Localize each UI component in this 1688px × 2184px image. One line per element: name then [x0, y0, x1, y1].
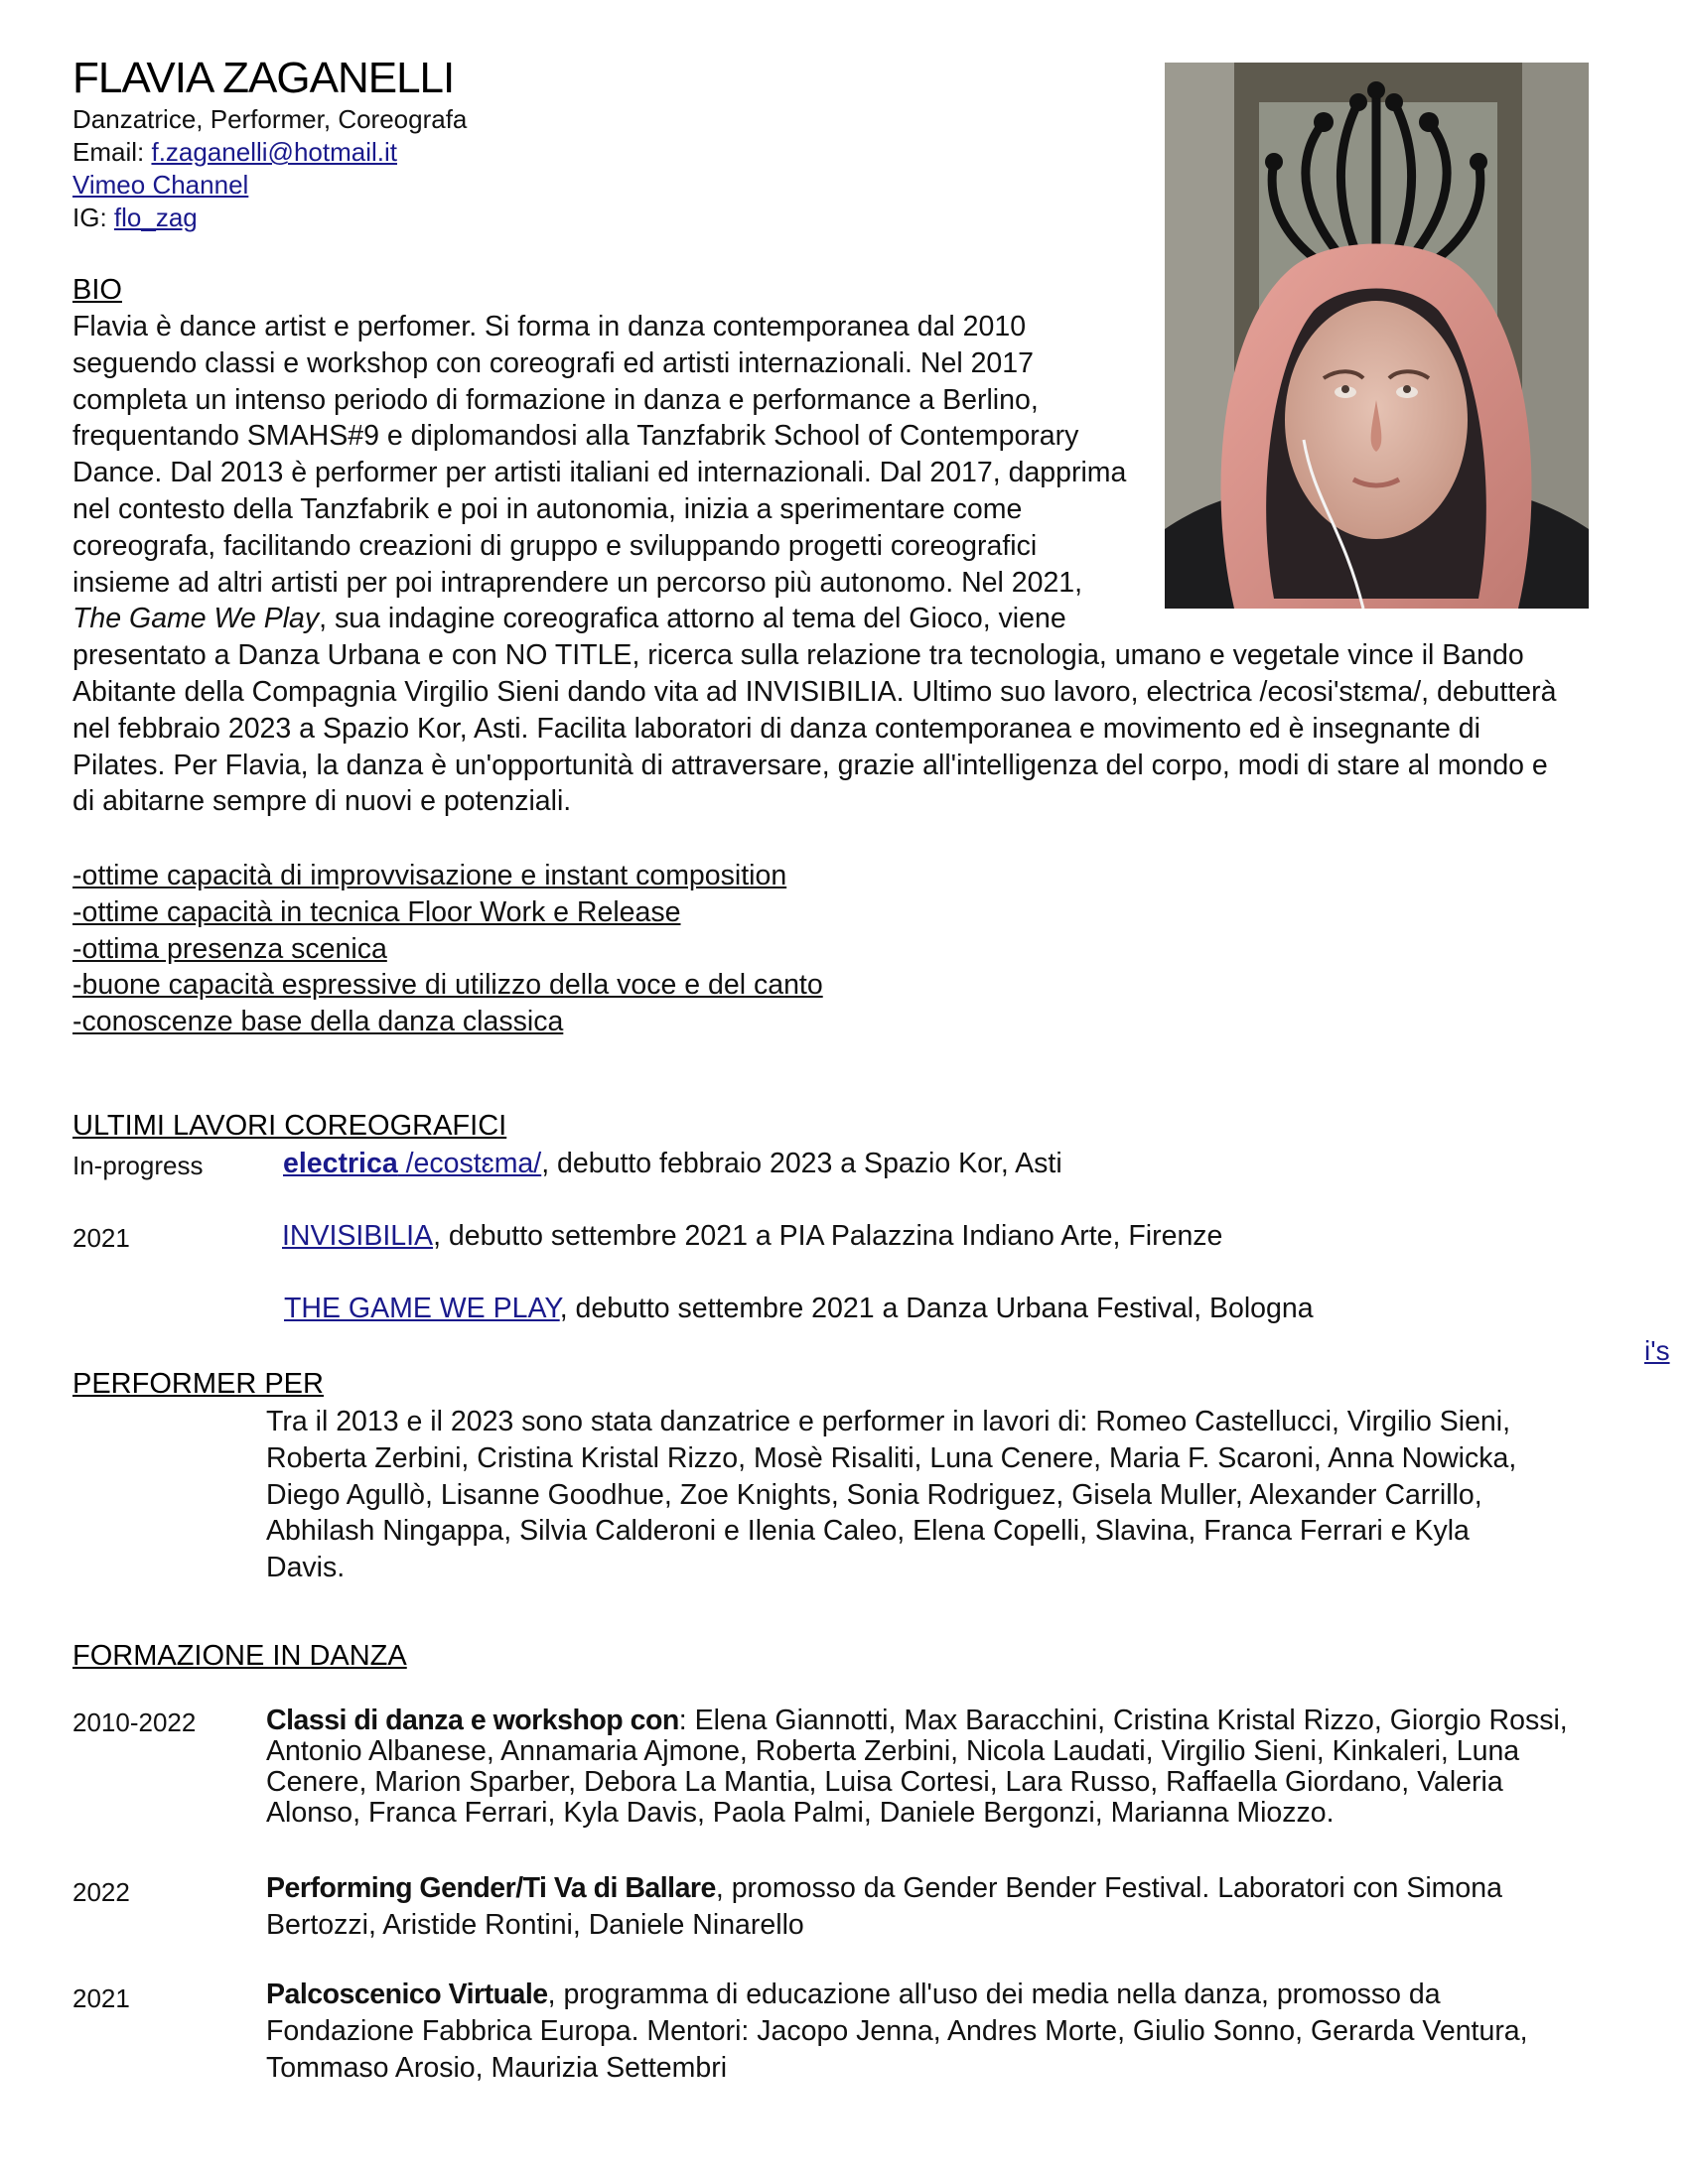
skill-item: -ottima presenza scenica: [72, 932, 387, 965]
work-link-bold: electrica: [283, 1148, 398, 1179]
formazione-rest: , programma di educazione all'uso dei media nella danza, promosso da: [547, 1979, 1441, 2010]
bio-line: insieme ad altri artisti per poi intraprendere un percorso più autonomo. Nel 2021,: [72, 566, 1083, 599]
formazione-year: 2022: [72, 1877, 130, 1907]
vimeo-line: [72, 169, 467, 202]
bio-line: seguendo classi e workshop con coreografi ed artisti internazionali. Nel 2017: [72, 346, 1034, 379]
formazione-body: [266, 1977, 1528, 2087]
performer-line: Tra il 2013 e il 2023 sono stata danzatrice e performer in lavori di: Romeo Castellucci, Virgilio Sieni,: [266, 1406, 1511, 1437]
formazione-line: Cenere, Marion Sparber, Debora La Mantia, Luisa Cortesi, Lara Russo, Raffaella Giordano, Valeria: [266, 1766, 1503, 1798]
work-entry: [283, 1146, 1062, 1181]
bio-line: coreografa, facilitando creazioni di gruppo e sviluppando progetti coreografici: [72, 529, 1038, 562]
bio-line: Pilates. Per Flavia, la danza è un'opportunità di attraversare, grazie all'intelligenza del corpo, modi di stare al mondo e: [72, 749, 1548, 781]
work-label: In-progress: [72, 1151, 204, 1180]
formazione-line: Antonio Albanese, Annamaria Ajmone, Roberta Zerbini, Nicola Laudati, Virgilio Sieni, Kinkaleri, Luna: [266, 1735, 1520, 1767]
formazione-line: Tommaso Arosio, Maurizia Settembri: [266, 2052, 728, 2084]
formazione-line: Bertozzi, Aristide Rontini, Daniele Ninarello: [266, 1909, 804, 1941]
bio-line-rest: , sua indagine coreografica attorno al tema del Gioco, viene: [319, 603, 1066, 635]
stray-link[interactable]: i's: [1644, 1335, 1670, 1366]
performer-line: Roberta Zerbini, Cristina Kristal Rizzo, Mosè Risaliti, Luna Cenere, Maria F. Scaroni, Anna Nowicka,: [266, 1441, 1517, 1474]
formazione-year: 2010-2022: [72, 1707, 197, 1737]
bio-line: completa un intenso periodo di formazione in danza e performance a Berlino,: [72, 383, 1039, 416]
skill-item: -buone capacità espressive di utilizzo della voce e del canto: [72, 969, 823, 1002]
formazione-heading: Classi di danza e workshop con: [266, 1705, 679, 1736]
bio-line: presentato a Danza Urbana e con NO TITLE, ricerca sulla relazione tra tecnologia, umano e vegetale vince il Bando: [72, 639, 1524, 672]
vimeo-link[interactable]: Vimeo Channel: [72, 170, 249, 200]
performer-line: Davis.: [266, 1552, 346, 1584]
bio-line: nel febbraio 2023 a Spazio Kor, Asti. Facilita laboratori di danza contemporanea e movimento ed è insegnante di: [72, 712, 1480, 745]
work-link-rest: /ecostɛma/: [397, 1148, 542, 1179]
formazione-line: [266, 1870, 1502, 1907]
skill-item: -ottime capacità in tecnica Floor Work e Release: [72, 895, 681, 928]
email-link[interactable]: f.zaganelli@hotmail.it: [151, 137, 397, 167]
performer-line: Diego Agullò, Lisanne Goodhue, Zoe Knights, Sonia Rodriguez, Gisela Muller, Alexander Carrillo,: [266, 1478, 1482, 1511]
formazione-title: FORMAZIONE IN DANZA: [72, 1640, 407, 1672]
formazione-line: Alonso, Franca Ferrari, Kyla Davis, Paola Palmi, Daniele Bergonzi, Marianna Miozzo.: [266, 1797, 1335, 1829]
formazione-rest: , promosso da Gender Bender Festival. Laboratori con Simona: [715, 1872, 1502, 1904]
ig-label: IG:: [72, 203, 114, 232]
formazione-heading: Performing Gender/Ti Va di Ballare: [266, 1872, 716, 1904]
works-title: ULTIMI LAVORI COREOGRAFICI: [72, 1110, 507, 1142]
skill-item: -conoscenze base della danza classica: [72, 1006, 564, 1038]
work-entry: [284, 1291, 1314, 1326]
contact-block: [72, 103, 467, 234]
formazione-line: Fondazione Fabbrica Europa. Mentori: Jacopo Jenna, Andres Morte, Giulio Sonno, Gerarda Ventura,: [266, 2015, 1528, 2047]
ig-link[interactable]: flo_zag: [113, 203, 198, 232]
skill-item: -ottime capacità di improvvisazione e instant composition: [72, 860, 787, 891]
bio-line: Abitante della Compagnia Virgilio Sieni dando vita ad INVISIBILIA. Ultimo suo lavoro, electrica /ecosi'stɛma/, debutterà: [72, 675, 1557, 708]
performer-text: [266, 1404, 1516, 1586]
bio-line: [72, 601, 1602, 637]
electrica-link[interactable]: [283, 1148, 541, 1179]
formazione-rest: : Elena Giannotti, Max Baracchini, Cristina Kristal Rizzo, Giorgio Rossi,: [678, 1705, 1568, 1736]
formazione-line: [266, 1706, 1568, 1736]
formazione-heading: Palcoscenico Virtuale: [266, 1979, 548, 2010]
game-we-play-link[interactable]: THE GAME WE PLAY: [284, 1293, 560, 1324]
skills-list: [72, 858, 823, 1040]
formazione-year: 2021: [72, 1983, 130, 2013]
work-label: 2021: [72, 1223, 130, 1253]
bio-italic-title: The Game We Play: [72, 603, 320, 635]
bio-line: di abitarne sempre di nuovi e potenziali.: [72, 785, 572, 818]
roles-line: Danzatrice, Performer, Coreografa: [72, 104, 468, 134]
formazione-line: [266, 1977, 1528, 2013]
work-desc: , debutto settembre 2021 a Danza Urbana Festival, Bologna: [559, 1293, 1314, 1324]
bio-line: Dance. Dal 2013 è performer per artisti italiani ed internazionali. Dal 2017, dapprima: [72, 457, 1127, 489]
work-entry: [282, 1218, 1222, 1254]
bio-line: Flavia è dance artist e perfomer. Si forma in danza contemporanea dal 2010: [72, 311, 1027, 342]
email-line: [72, 136, 467, 169]
ig-line: [72, 202, 467, 234]
invisibilia-link[interactable]: INVISIBILIA: [282, 1220, 434, 1252]
bio-line: frequentando SMAHS#9 e diplomandosi alla Tanzfabrik School of Contemporary: [72, 420, 1079, 453]
formazione-body: [266, 1706, 1568, 1829]
performer-title: PERFORMER PER: [72, 1368, 324, 1400]
work-desc: , debutto febbraio 2023 a Spazio Kor, Asti: [541, 1148, 1062, 1179]
bio-title: BIO: [72, 274, 122, 306]
bio-line: nel contesto della Tanzfabrik e poi in autonomia, inizia a sperimentare come: [72, 492, 1023, 525]
formazione-body: [266, 1870, 1502, 1944]
bio-text: [72, 309, 1602, 820]
performer-line: Abhilash Ningappa, Silvia Calderoni e Ilenia Caleo, Elena Copelli, Slavina, Franca Ferrari e Kyla: [266, 1515, 1470, 1548]
email-label: Email:: [72, 137, 152, 167]
person-name: FLAVIA ZAGANELLI: [72, 54, 455, 102]
work-desc: , debutto settembre 2021 a PIA Palazzina Indiano Arte, Firenze: [433, 1220, 1223, 1252]
